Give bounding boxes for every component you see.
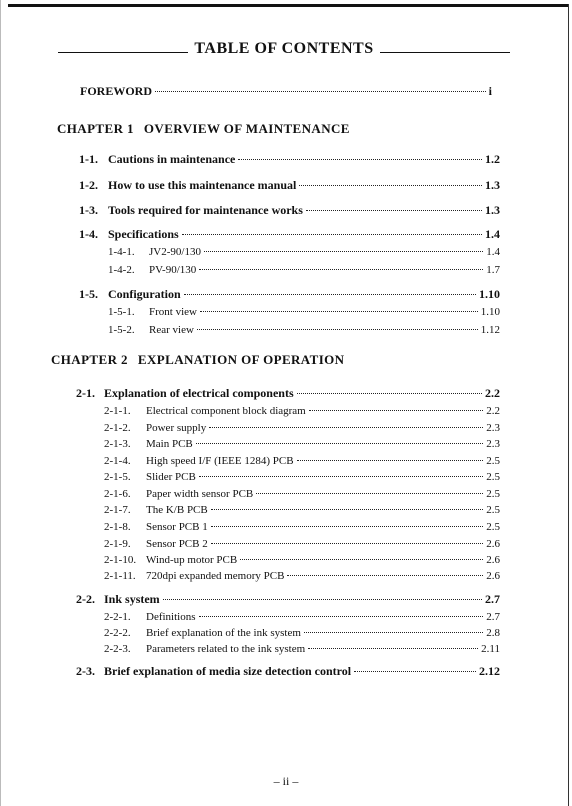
page-right-border bbox=[568, 4, 569, 806]
toc-subsection-entry-page: 2.5 bbox=[486, 521, 500, 533]
toc-section-entry-page: 1.3 bbox=[485, 203, 500, 217]
dot-leader bbox=[238, 159, 482, 160]
toc-section-entry-page: 1.4 bbox=[485, 227, 500, 241]
toc-subsection-entry-number: 2-1-6. bbox=[104, 488, 131, 500]
toc-subsection-entry-page: 1.10 bbox=[480, 306, 500, 318]
toc-subsection-entry[interactable] bbox=[104, 504, 500, 516]
toc-section-entry-label: Brief explanation of media size detection control bbox=[104, 664, 352, 678]
dot-leader bbox=[199, 616, 484, 617]
chapter-heading bbox=[51, 352, 344, 368]
page-top-border bbox=[8, 4, 568, 7]
toc-subsection-entry[interactable] bbox=[104, 405, 500, 417]
toc-section-entry-page: 1.3 bbox=[485, 178, 500, 192]
toc-subsection-entry[interactable] bbox=[108, 324, 500, 336]
toc-subsection-entry-number: 2-1-9. bbox=[104, 538, 131, 550]
chapter-title: OVERVIEW OF MAINTENANCE bbox=[143, 121, 350, 136]
dot-leader bbox=[209, 427, 483, 428]
toc-subsection-entry-page: 2.3 bbox=[486, 422, 500, 434]
toc-section-entry[interactable] bbox=[76, 664, 500, 679]
toc-subsection-entry-number: 2-1-4. bbox=[104, 455, 131, 467]
toc-subsection-entry[interactable] bbox=[104, 570, 500, 582]
dot-leader bbox=[200, 311, 478, 312]
toc-subsection-entry-number: 1-4-1. bbox=[108, 246, 135, 258]
dot-leader bbox=[196, 443, 483, 444]
dot-leader bbox=[354, 671, 476, 672]
dot-leader bbox=[155, 91, 486, 92]
dot-leader bbox=[299, 185, 482, 186]
toc-subsection-entry-number: 2-1-11. bbox=[104, 570, 136, 582]
dot-leader bbox=[163, 599, 482, 600]
toc-subsection-entry[interactable] bbox=[104, 455, 500, 467]
toc-section-entry-number: 1-5. bbox=[79, 287, 98, 301]
dot-leader bbox=[199, 269, 483, 270]
toc-subsection-entry-label: Parameters related to the ink system bbox=[146, 643, 306, 655]
toc-section-entry-page: 2.2 bbox=[485, 386, 500, 400]
toc-section-entry-number: 2-3. bbox=[76, 664, 95, 678]
dot-leader bbox=[204, 251, 483, 252]
title-rule-left bbox=[58, 52, 188, 53]
toc-entry-foreword-page: i bbox=[488, 84, 492, 98]
toc-subsection-entry[interactable] bbox=[104, 521, 500, 533]
dot-leader bbox=[287, 575, 483, 576]
dot-leader bbox=[304, 632, 483, 633]
toc-subsection-entry-label: Electrical component block diagram bbox=[146, 405, 306, 417]
toc-subsection-entry-label: Power supply bbox=[146, 422, 207, 434]
chapter-heading bbox=[57, 121, 350, 137]
toc-subsection-entry-page: 2.5 bbox=[486, 455, 500, 467]
toc-subsection-entry-label: PV-90/130 bbox=[149, 264, 197, 276]
toc-subsection-entry-number: 2-1-5. bbox=[104, 471, 131, 483]
toc-subsection-entry-page: 2.5 bbox=[486, 488, 500, 500]
toc-subsection-entry-number: 2-2-2. bbox=[104, 627, 131, 639]
toc-subsection-entry-page: 2.11 bbox=[481, 643, 500, 655]
toc-subsection-entry-page: 2.7 bbox=[486, 611, 500, 623]
toc-section-entry-number: 1-2. bbox=[79, 178, 98, 192]
dot-leader bbox=[240, 559, 483, 560]
toc-subsection-entry[interactable] bbox=[104, 488, 500, 500]
toc-subsection-entry[interactable] bbox=[104, 611, 500, 623]
dot-leader bbox=[306, 210, 482, 211]
toc-subsection-entry-label: Rear view bbox=[149, 324, 194, 336]
toc-section-entry-page: 2.7 bbox=[485, 592, 500, 606]
toc-subsection-entry-number: 2-1-10. bbox=[104, 554, 137, 566]
toc-subsection-entry-label: Brief explanation of the ink system bbox=[146, 627, 301, 639]
toc-section-entry-label: Cautions in maintenance bbox=[108, 152, 236, 166]
toc-subsection-entry-page: 1.7 bbox=[486, 264, 500, 276]
toc-section-entry-number: 1-4. bbox=[79, 227, 98, 241]
toc-subsection-entry-label: Paper width sensor PCB bbox=[146, 488, 254, 500]
toc-subsection-entry[interactable] bbox=[104, 643, 500, 655]
toc-section-entry-number: 1-1. bbox=[79, 152, 98, 166]
toc-subsection-entry-label: High speed I/F (IEEE 1284) PCB bbox=[146, 455, 294, 467]
toc-subsection-entry[interactable] bbox=[108, 306, 500, 318]
toc-section-entry-number: 2-2. bbox=[76, 592, 95, 606]
toc-header bbox=[58, 38, 510, 60]
toc-subsection-entry-page: 2.5 bbox=[486, 504, 500, 516]
dot-leader bbox=[309, 410, 484, 411]
chapter-title: EXPLANATION OF OPERATION bbox=[137, 352, 345, 367]
dot-leader bbox=[199, 476, 483, 477]
toc-subsection-entry-number: 2-2-1. bbox=[104, 611, 131, 623]
toc-subsection-entry[interactable] bbox=[108, 264, 500, 276]
toc-subsection-entry-label: Sensor PCB 1 bbox=[146, 521, 208, 533]
toc-section-entry-label: Explanation of electrical components bbox=[104, 386, 294, 400]
toc-subsection-entry-number: 2-2-3. bbox=[104, 643, 131, 655]
toc-entry-foreword[interactable] bbox=[80, 84, 492, 99]
dot-leader bbox=[297, 393, 482, 394]
toc-subsection-entry-page: 2.6 bbox=[486, 538, 500, 550]
toc-section-entry-number: 2-1. bbox=[76, 386, 95, 400]
toc-subsection-entry[interactable] bbox=[108, 246, 500, 258]
toc-subsection-entry-page: 2.2 bbox=[486, 405, 500, 417]
dot-leader bbox=[197, 329, 478, 330]
toc-subsection-entry[interactable] bbox=[104, 554, 500, 566]
toc-subsection-entry-number: 2-1-7. bbox=[104, 504, 131, 516]
toc-subsection-entry[interactable] bbox=[104, 422, 500, 434]
toc-subsection-entry-label: Wind-up motor PCB bbox=[146, 554, 238, 566]
toc-subsection-entry-number: 2-1-2. bbox=[104, 422, 131, 434]
toc-subsection-entry-number: 1-5-2. bbox=[108, 324, 135, 336]
toc-section-entry-label: Ink system bbox=[104, 592, 160, 606]
toc-section-entry[interactable] bbox=[79, 203, 500, 218]
toc-entry-foreword-label: FOREWORD bbox=[80, 84, 152, 98]
dot-leader bbox=[182, 234, 482, 235]
toc-subsection-entry[interactable] bbox=[104, 538, 500, 550]
toc-subsection-entry-page: 2.6 bbox=[486, 570, 500, 582]
toc-subsection-entry-page: 2.5 bbox=[486, 471, 500, 483]
toc-subsection-entry-label: Slider PCB bbox=[146, 471, 196, 483]
dot-leader bbox=[211, 526, 484, 527]
chapter-number: CHAPTER 1 bbox=[57, 121, 134, 136]
toc-subsection-entry[interactable] bbox=[104, 627, 500, 639]
toc-section-entry[interactable] bbox=[76, 386, 500, 401]
dot-leader bbox=[211, 543, 484, 544]
page-left-edge bbox=[0, 0, 1, 806]
dot-leader bbox=[256, 493, 483, 494]
chapter-number: CHAPTER 2 bbox=[51, 352, 128, 367]
toc-section-entry-number: 1-3. bbox=[79, 203, 98, 217]
toc-section-entry-page: 2.12 bbox=[479, 664, 500, 678]
toc-subsection-entry-number: 2-1-3. bbox=[104, 438, 131, 450]
toc-subsection-entry-number: 1-5-1. bbox=[108, 306, 135, 318]
toc-subsection-entry-number: 2-1-8. bbox=[104, 521, 131, 533]
toc-subsection-entry-label: 720dpi expanded memory PCB bbox=[146, 570, 285, 582]
toc-section-entry[interactable] bbox=[79, 287, 500, 302]
toc-section-entry[interactable] bbox=[79, 152, 500, 167]
toc-subsection-entry-label: Sensor PCB 2 bbox=[146, 538, 208, 550]
toc-subsection-entry-label: The K/B PCB bbox=[146, 504, 208, 516]
dot-leader bbox=[211, 509, 484, 510]
toc-subsection-entry-page: 2.6 bbox=[486, 554, 500, 566]
toc-subsection-entry-page: 1.12 bbox=[480, 324, 500, 336]
toc-subsection-entry-label: Definitions bbox=[146, 611, 196, 623]
toc-subsection-entry[interactable] bbox=[104, 438, 500, 450]
dot-leader bbox=[308, 648, 478, 649]
toc-section-entry-page: 1.2 bbox=[485, 152, 500, 166]
toc-section-entry-page: 1.10 bbox=[479, 287, 500, 301]
toc-section-entry-label: Configuration bbox=[108, 287, 181, 301]
dot-leader bbox=[184, 294, 476, 295]
toc-subsection-entry-page: 2.8 bbox=[486, 627, 500, 639]
title-rule-right bbox=[380, 52, 510, 53]
toc-subsection-entry[interactable] bbox=[104, 471, 500, 483]
dot-leader bbox=[297, 460, 484, 461]
toc-section-entry[interactable] bbox=[79, 178, 500, 193]
toc-subsection-entry-page: 2.3 bbox=[486, 438, 500, 450]
toc-subsection-entry-label: JV2-90/130 bbox=[149, 246, 201, 258]
toc-section-entry-label: Tools required for maintenance works bbox=[108, 203, 303, 217]
toc-subsection-entry-number: 1-4-2. bbox=[108, 264, 135, 276]
toc-section-entry-label: Specifications bbox=[108, 227, 179, 241]
toc-subsection-entry-page: 1.4 bbox=[486, 246, 500, 258]
page-title: TABLE OF CONTENTS bbox=[194, 40, 374, 57]
toc-section-entry[interactable] bbox=[76, 592, 500, 607]
toc-section-entry-label: How to use this maintenance manual bbox=[108, 178, 297, 192]
toc-section-entry[interactable] bbox=[79, 227, 500, 242]
page-number-footer: – ii – bbox=[273, 774, 299, 788]
toc-subsection-entry-number: 2-1-1. bbox=[104, 405, 131, 417]
toc-subsection-entry-label: Main PCB bbox=[146, 438, 193, 450]
toc-subsection-entry-label: Front view bbox=[149, 306, 197, 318]
